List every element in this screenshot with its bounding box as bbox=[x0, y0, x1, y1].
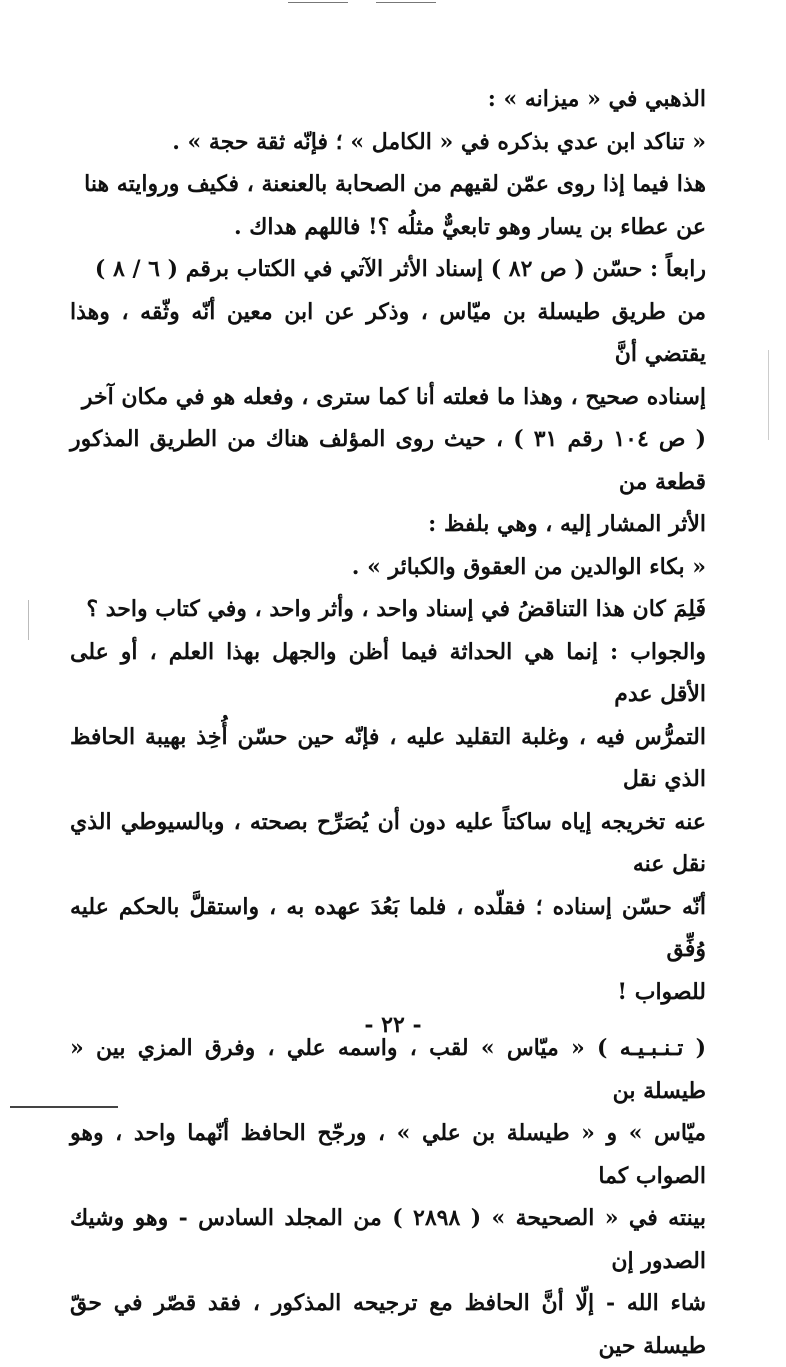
text-line-2: « تناكد ابن عدي بذكره في « الكامل » ؛ فإنّه ثقة حجة » . bbox=[172, 128, 706, 155]
page-number: - ٢٢ - bbox=[364, 1012, 422, 1038]
text-line-16: للصواب ! bbox=[617, 978, 706, 1005]
text-line-19: بينته في « الصحيحة » ( ٢٨٩٨ ) من المجلد السادس - وهو وشيك الصدور إن bbox=[70, 1205, 706, 1274]
scan-mark-left bbox=[28, 600, 29, 640]
text-line-10: « بكاء الوالدين من العقوق والكبائر » . bbox=[351, 553, 706, 580]
text-line-3: هذا فيما إذا روى عمّن لقيهم من الصحابة بالعنعنة ، فكيف وروايته هنا bbox=[84, 171, 706, 197]
scan-mark-right bbox=[768, 350, 769, 440]
text-line-13: التمرُّس فيه ، وغلبة التقليد عليه ، فإنّه حين حسّن أُخِذ بهيبة الحافظ الذي نقل bbox=[70, 723, 706, 792]
text-line-9: الأثر المشار إليه ، وهي بلفظ : bbox=[428, 511, 706, 537]
text-line-1: الذهبي في « ميزانه » : bbox=[487, 86, 706, 112]
text-line-8: ( ص ١٠٤ رقم ٣١ ) ، حيث روى المؤلف هناك من الطريق المذكور قطعة من bbox=[70, 426, 706, 495]
scan-mark-top-2 bbox=[376, 2, 436, 3]
text-line-11: فَلِمَ كان هذا التناقضُ في إسناد واحد ، وأثر واحد ، وفي كتاب واحد ؟ bbox=[86, 596, 706, 622]
text-line-5: رابعاً : حسّن ( ص ٨٢ ) إسناد الأثر الآتي في الكتاب برقم ( ٦ / ٨ ) bbox=[94, 256, 706, 282]
body-text bbox=[70, 78, 706, 1367]
text-line-6: من طريق طيسلة بن ميّاس ، وذكر عن ابن معين أنّه وثّقه ، وهذا يقتضي أنَّ bbox=[70, 298, 706, 367]
text-line-4: عن عطاء بن يسار وهو تابعيٌّ مثلُه ؟! فاللهم هداك . bbox=[233, 213, 706, 240]
text-line-15: أنّه حسّن إسناده ؛ فقلّده ، فلما بَعُدَ عهده به ، واستقلَّ بالحكم عليه وُفِّق bbox=[70, 893, 706, 962]
text-line-17: ( تـنـبـيـه ) « ميّاس » لقب ، واسمه علي ، وفرق المزي بين « طيسلة بن bbox=[70, 1035, 706, 1104]
text-line-20: شاء الله - إلّا أنَّ الحافظ مع ترجيحه المذكور ، فقد قصّر في حقّ طيسلة حين bbox=[70, 1290, 706, 1359]
scan-mark-top bbox=[288, 2, 348, 3]
text-line-12: والجواب : إنما هي الحداثة فيما أظن والجهل بهذا العلم ، أو على الأقل عدم bbox=[70, 638, 706, 707]
text-line-14: عنه تخريجه إياه ساكتاً عليه دون أن يُصَرِّح بصحته ، وبالسيوطي الذي نقل عنه bbox=[70, 808, 706, 877]
text-line-7: إسناده صحيح ، وهذا ما فعلته أنا كما سترى ، وفعله هو في مكان آخر bbox=[81, 383, 706, 410]
text-line-18: ميّاس » و « طيسلة بن علي » ، ورجّح الحافظ أنّهما واحد ، وهو الصواب كما bbox=[70, 1120, 706, 1189]
footer-rule bbox=[10, 1106, 118, 1108]
